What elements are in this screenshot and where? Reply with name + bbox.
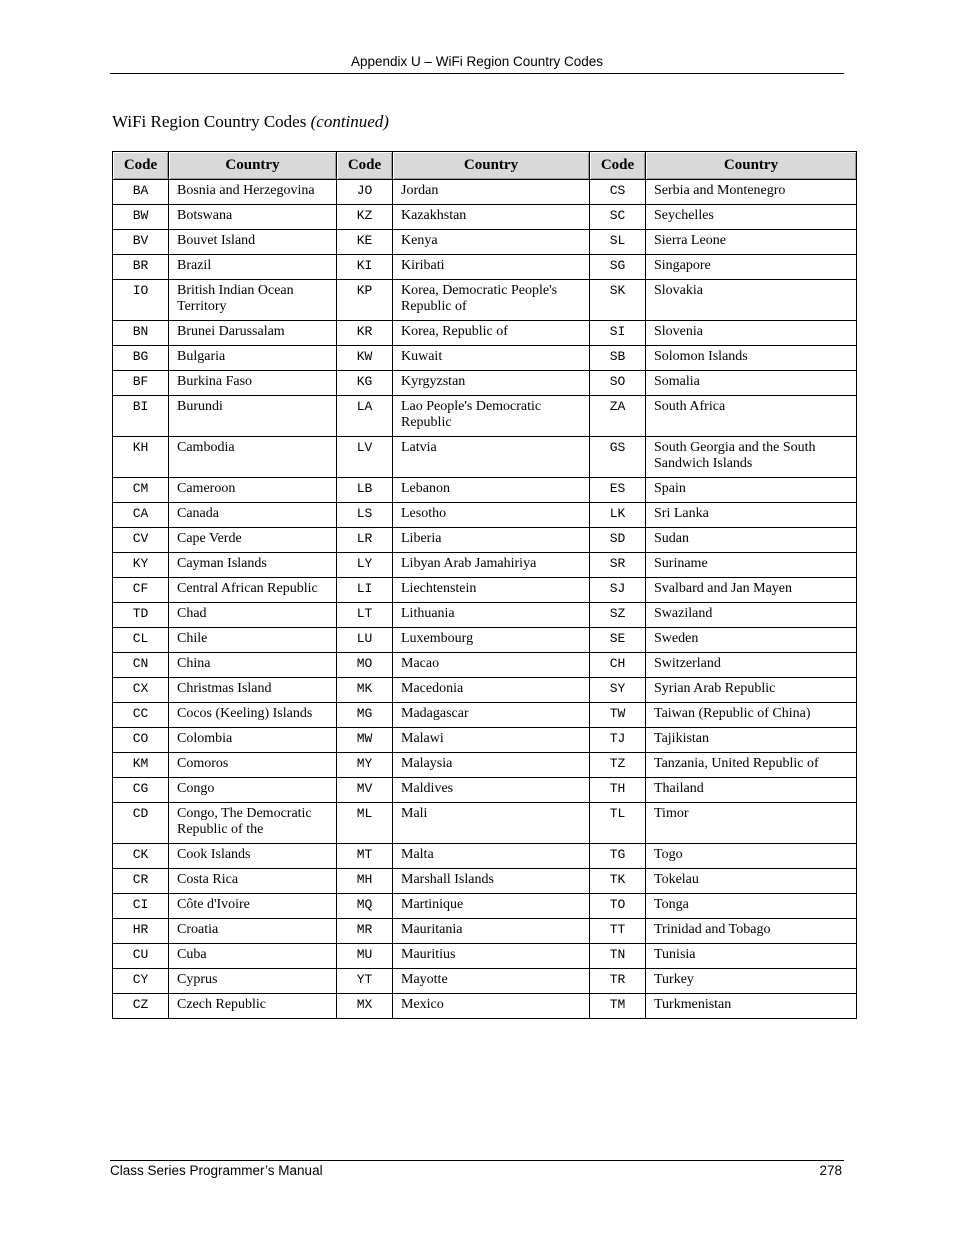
country-code-cell: KR — [337, 321, 393, 346]
country-name-cell: Marshall Islands — [393, 869, 590, 894]
country-name-cell: Liechtenstein — [393, 578, 590, 603]
table-row — [113, 894, 857, 919]
table-row — [113, 321, 857, 346]
country-name-cell: Serbia and Montenegro — [646, 180, 857, 205]
country-name-cell: Côte d'Ivoire — [169, 894, 337, 919]
country-name-cell: Tonga — [646, 894, 857, 919]
country-name-cell: Lesotho — [393, 503, 590, 528]
header-country-2: Country — [393, 152, 590, 180]
table-body — [113, 180, 857, 1019]
country-name-cell: Switzerland — [646, 653, 857, 678]
country-name-cell: Turkey — [646, 969, 857, 994]
country-name-cell: Macao — [393, 653, 590, 678]
country-code-cell: BW — [113, 205, 169, 230]
country-code-cell: TL — [590, 803, 646, 844]
country-name-cell: Sudan — [646, 528, 857, 553]
table-row — [113, 503, 857, 528]
table-row — [113, 678, 857, 703]
country-code-cell: SZ — [590, 603, 646, 628]
country-code-cell: KP — [337, 280, 393, 321]
country-code-cell: KZ — [337, 205, 393, 230]
country-code-cell: SI — [590, 321, 646, 346]
country-code-cell: KM — [113, 753, 169, 778]
country-code-cell: TZ — [590, 753, 646, 778]
country-code-cell: CL — [113, 628, 169, 653]
country-code-cell: MK — [337, 678, 393, 703]
table-row — [113, 578, 857, 603]
header-code-2: Code — [337, 152, 393, 180]
table-row — [113, 437, 857, 478]
country-name-cell: Singapore — [646, 255, 857, 280]
country-name-cell: Bouvet Island — [169, 230, 337, 255]
table-row — [113, 603, 857, 628]
country-code-cell: LR — [337, 528, 393, 553]
country-name-cell: Macedonia — [393, 678, 590, 703]
country-name-cell: Svalbard and Jan Mayen — [646, 578, 857, 603]
table-row — [113, 778, 857, 803]
country-code-cell: BI — [113, 396, 169, 437]
country-name-cell: Canada — [169, 503, 337, 528]
country-codes-table — [112, 151, 857, 1019]
country-name-cell: Cuba — [169, 944, 337, 969]
country-name-cell: Malaysia — [393, 753, 590, 778]
country-name-cell: Colombia — [169, 728, 337, 753]
country-code-cell: SO — [590, 371, 646, 396]
country-code-cell: BV — [113, 230, 169, 255]
table-row — [113, 396, 857, 437]
page-number: 278 — [819, 1163, 842, 1178]
country-code-cell: KW — [337, 346, 393, 371]
country-name-cell: Kyrgyzstan — [393, 371, 590, 396]
country-name-cell: Burkina Faso — [169, 371, 337, 396]
country-code-cell: LA — [337, 396, 393, 437]
table-row — [113, 969, 857, 994]
country-name-cell: Kenya — [393, 230, 590, 255]
table-row — [113, 280, 857, 321]
table-row — [113, 230, 857, 255]
country-code-cell: CX — [113, 678, 169, 703]
country-name-cell: Seychelles — [646, 205, 857, 230]
country-name-cell: Costa Rica — [169, 869, 337, 894]
header-code-1: Code — [113, 152, 169, 180]
country-name-cell: Latvia — [393, 437, 590, 478]
country-name-cell: Cocos (Keeling) Islands — [169, 703, 337, 728]
country-code-cell: IO — [113, 280, 169, 321]
country-code-cell: CO — [113, 728, 169, 753]
table-row — [113, 371, 857, 396]
country-code-cell: MU — [337, 944, 393, 969]
continued-label: (continued) — [310, 112, 389, 131]
table-row — [113, 478, 857, 503]
country-code-cell: SJ — [590, 578, 646, 603]
country-name-cell: Central African Republic — [169, 578, 337, 603]
country-name-cell: Cape Verde — [169, 528, 337, 553]
country-name-cell: Cook Islands — [169, 844, 337, 869]
country-name-cell: Chad — [169, 603, 337, 628]
table-row — [113, 528, 857, 553]
country-name-cell: China — [169, 653, 337, 678]
country-name-cell: Comoros — [169, 753, 337, 778]
country-name-cell: Luxembourg — [393, 628, 590, 653]
country-name-cell: Malawi — [393, 728, 590, 753]
country-name-cell: Malta — [393, 844, 590, 869]
country-name-cell: Mali — [393, 803, 590, 844]
country-name-cell: Spain — [646, 478, 857, 503]
country-name-cell: Bulgaria — [169, 346, 337, 371]
country-code-cell: LB — [337, 478, 393, 503]
country-code-cell: CZ — [113, 994, 169, 1019]
header-country-1: Country — [169, 152, 337, 180]
country-name-cell: Sierra Leone — [646, 230, 857, 255]
header-code-3: Code — [590, 152, 646, 180]
country-name-cell: Bosnia and Herzegovina — [169, 180, 337, 205]
manual-title: Class Series Programmer’s Manual — [110, 1163, 323, 1178]
country-name-cell: Tunisia — [646, 944, 857, 969]
country-code-cell: CM — [113, 478, 169, 503]
country-name-cell: Croatia — [169, 919, 337, 944]
country-name-cell: Mauritius — [393, 944, 590, 969]
table-row — [113, 944, 857, 969]
country-name-cell: Madagascar — [393, 703, 590, 728]
country-name-cell: Martinique — [393, 894, 590, 919]
header-country-3: Country — [646, 152, 857, 180]
country-code-cell: ES — [590, 478, 646, 503]
country-name-cell: Libyan Arab Jamahiriya — [393, 553, 590, 578]
country-code-cell: TN — [590, 944, 646, 969]
table-row — [113, 180, 857, 205]
country-name-cell: Cambodia — [169, 437, 337, 478]
country-code-cell: SY — [590, 678, 646, 703]
country-code-cell: MT — [337, 844, 393, 869]
country-name-cell: Congo — [169, 778, 337, 803]
country-name-cell: Tajikistan — [646, 728, 857, 753]
country-name-cell: Kuwait — [393, 346, 590, 371]
country-code-cell: CR — [113, 869, 169, 894]
country-code-cell: TH — [590, 778, 646, 803]
country-code-cell: KG — [337, 371, 393, 396]
country-name-cell: Suriname — [646, 553, 857, 578]
country-code-cell: JO — [337, 180, 393, 205]
country-code-cell: LV — [337, 437, 393, 478]
country-code-cell: MG — [337, 703, 393, 728]
country-code-cell: MV — [337, 778, 393, 803]
country-name-cell: Mexico — [393, 994, 590, 1019]
table-row — [113, 869, 857, 894]
country-name-cell: Trinidad and Tobago — [646, 919, 857, 944]
country-name-cell: Brazil — [169, 255, 337, 280]
country-code-cell: CF — [113, 578, 169, 603]
country-code-cell: TK — [590, 869, 646, 894]
country-code-cell: SE — [590, 628, 646, 653]
country-code-cell: MW — [337, 728, 393, 753]
country-code-cell: TO — [590, 894, 646, 919]
country-code-cell: LY — [337, 553, 393, 578]
country-name-cell: Cyprus — [169, 969, 337, 994]
country-name-cell: Burundi — [169, 396, 337, 437]
country-name-cell: Thailand — [646, 778, 857, 803]
country-name-cell: Turkmenistan — [646, 994, 857, 1019]
country-code-cell: CD — [113, 803, 169, 844]
country-name-cell: Lithuania — [393, 603, 590, 628]
country-name-cell: Sweden — [646, 628, 857, 653]
country-code-cell: BG — [113, 346, 169, 371]
country-name-cell: Jordan — [393, 180, 590, 205]
country-code-cell: TM — [590, 994, 646, 1019]
country-name-cell: Solomon Islands — [646, 346, 857, 371]
country-code-cell: MQ — [337, 894, 393, 919]
country-code-cell: CV — [113, 528, 169, 553]
country-code-cell: TT — [590, 919, 646, 944]
country-code-cell: MO — [337, 653, 393, 678]
country-name-cell: Christmas Island — [169, 678, 337, 703]
country-name-cell: Liberia — [393, 528, 590, 553]
country-code-cell: CU — [113, 944, 169, 969]
table-row — [113, 728, 857, 753]
country-name-cell: Slovakia — [646, 280, 857, 321]
country-name-cell: Sri Lanka — [646, 503, 857, 528]
country-code-cell: LS — [337, 503, 393, 528]
country-name-cell: Tokelau — [646, 869, 857, 894]
country-name-cell: Lao People's Democratic Republic — [393, 396, 590, 437]
page-footer — [110, 1160, 844, 1178]
country-code-cell: TG — [590, 844, 646, 869]
country-code-cell: BR — [113, 255, 169, 280]
country-name-cell: Kiribati — [393, 255, 590, 280]
country-code-cell: CI — [113, 894, 169, 919]
country-name-cell: South Georgia and the South Sandwich Islands — [646, 437, 857, 478]
country-name-cell: Botswana — [169, 205, 337, 230]
country-code-cell: MX — [337, 994, 393, 1019]
country-name-cell: Togo — [646, 844, 857, 869]
table-row — [113, 703, 857, 728]
country-code-cell: SL — [590, 230, 646, 255]
country-code-cell: MH — [337, 869, 393, 894]
country-name-cell: Somalia — [646, 371, 857, 396]
country-code-cell: TW — [590, 703, 646, 728]
country-code-cell: LT — [337, 603, 393, 628]
country-code-cell: CC — [113, 703, 169, 728]
country-code-cell: CH — [590, 653, 646, 678]
country-name-cell: Brunei Darussalam — [169, 321, 337, 346]
table-row — [113, 553, 857, 578]
country-name-cell: Korea, Democratic People's Republic of — [393, 280, 590, 321]
country-code-cell: TD — [113, 603, 169, 628]
country-code-cell: LI — [337, 578, 393, 603]
table-row — [113, 346, 857, 371]
country-code-cell: KH — [113, 437, 169, 478]
country-name-cell: Chile — [169, 628, 337, 653]
country-name-cell: Taiwan (Republic of China) — [646, 703, 857, 728]
country-code-cell: MY — [337, 753, 393, 778]
country-name-cell: Syrian Arab Republic — [646, 678, 857, 703]
country-code-cell: SG — [590, 255, 646, 280]
country-code-cell: CY — [113, 969, 169, 994]
country-code-cell: SK — [590, 280, 646, 321]
country-name-cell: Swaziland — [646, 603, 857, 628]
table-row — [113, 919, 857, 944]
country-code-cell: CG — [113, 778, 169, 803]
country-name-cell: Mauritania — [393, 919, 590, 944]
country-name-cell: Cayman Islands — [169, 553, 337, 578]
table-row — [113, 653, 857, 678]
country-code-cell: CS — [590, 180, 646, 205]
section-title-text: WiFi Region Country Codes — [112, 112, 307, 131]
country-code-cell: LU — [337, 628, 393, 653]
country-code-cell: BA — [113, 180, 169, 205]
country-code-cell: CK — [113, 844, 169, 869]
country-name-cell: Maldives — [393, 778, 590, 803]
table-row — [113, 803, 857, 844]
country-name-cell: Congo, The Democratic Republic of the — [169, 803, 337, 844]
country-name-cell: Lebanon — [393, 478, 590, 503]
country-name-cell: Tanzania, United Republic of — [646, 753, 857, 778]
country-code-cell: YT — [337, 969, 393, 994]
country-code-cell: MR — [337, 919, 393, 944]
country-name-cell: Slovenia — [646, 321, 857, 346]
country-code-cell: SD — [590, 528, 646, 553]
country-name-cell: Kazakhstan — [393, 205, 590, 230]
country-code-cell: GS — [590, 437, 646, 478]
country-code-cell: ML — [337, 803, 393, 844]
country-code-cell: CA — [113, 503, 169, 528]
country-code-cell: LK — [590, 503, 646, 528]
country-code-cell: SC — [590, 205, 646, 230]
table-row — [113, 205, 857, 230]
country-name-cell: Mayotte — [393, 969, 590, 994]
country-code-cell: ZA — [590, 396, 646, 437]
table-row — [113, 994, 857, 1019]
section-title — [112, 112, 389, 132]
country-name-cell: Timor — [646, 803, 857, 844]
table-row — [113, 628, 857, 653]
country-name-cell: Korea, Republic of — [393, 321, 590, 346]
country-code-cell: BF — [113, 371, 169, 396]
table-row — [113, 255, 857, 280]
country-code-cell: SR — [590, 553, 646, 578]
country-code-cell: KY — [113, 553, 169, 578]
country-name-cell: Czech Republic — [169, 994, 337, 1019]
country-name-cell: Cameroon — [169, 478, 337, 503]
country-name-cell: South Africa — [646, 396, 857, 437]
table-row — [113, 844, 857, 869]
country-code-cell: SB — [590, 346, 646, 371]
table-row — [113, 753, 857, 778]
country-code-cell: TR — [590, 969, 646, 994]
page-header: Appendix U – WiFi Region Country Codes — [110, 54, 844, 74]
country-code-cell: TJ — [590, 728, 646, 753]
country-name-cell: British Indian Ocean Territory — [169, 280, 337, 321]
country-code-cell: KE — [337, 230, 393, 255]
country-code-cell: CN — [113, 653, 169, 678]
country-code-cell: BN — [113, 321, 169, 346]
country-code-cell: HR — [113, 919, 169, 944]
table-header-row — [113, 152, 857, 180]
country-code-cell: KI — [337, 255, 393, 280]
